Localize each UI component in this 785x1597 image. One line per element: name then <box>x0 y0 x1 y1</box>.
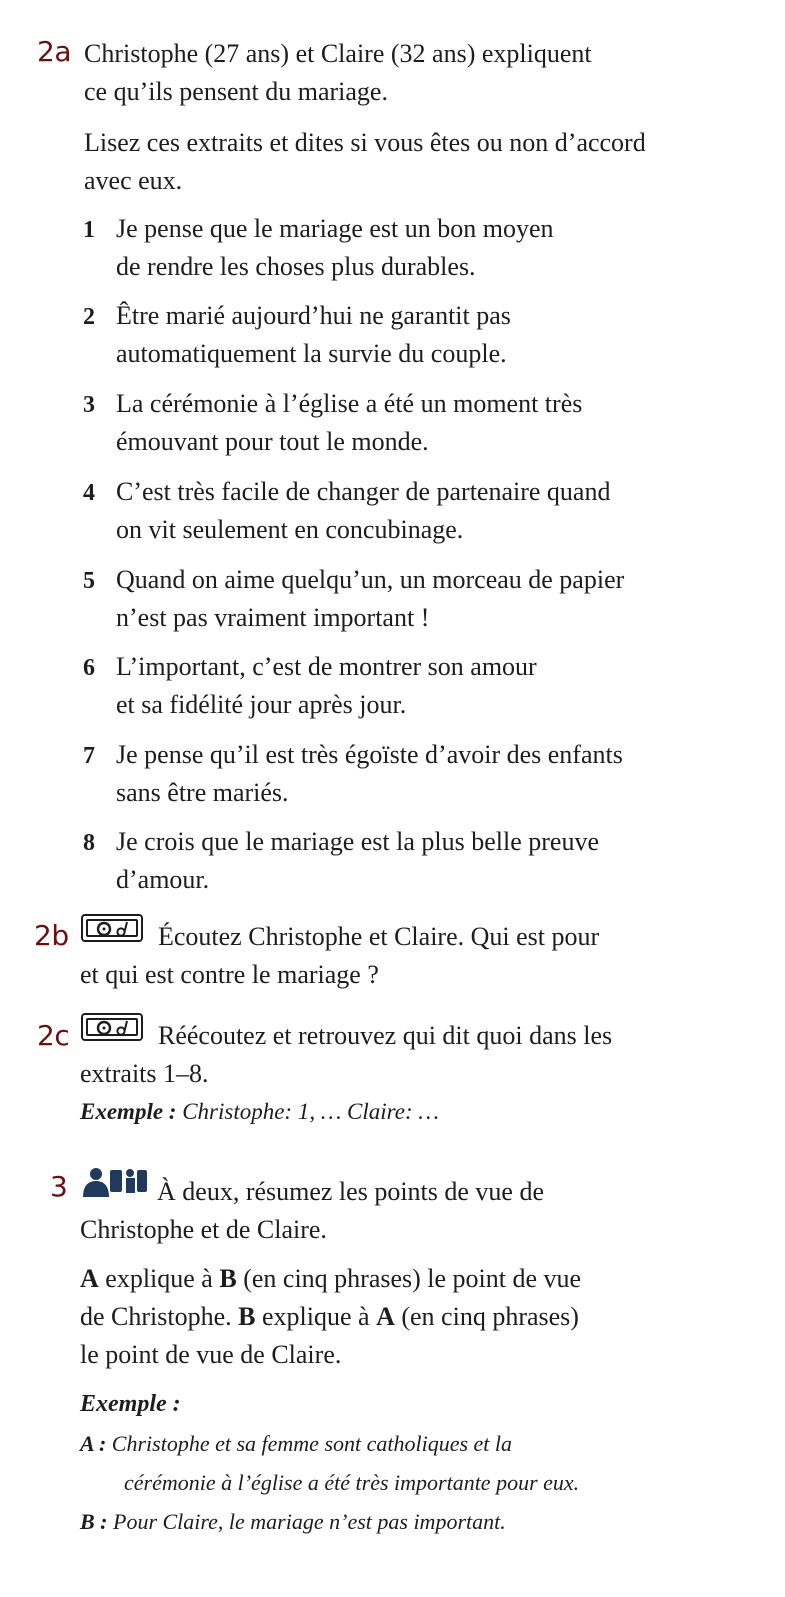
instruction-line: Écoutez Christophe et Claire. Qui est pour <box>158 922 600 951</box>
exercise-3-text <box>80 1173 544 1249</box>
item-text <box>116 385 582 461</box>
item-text <box>116 297 511 373</box>
item-number: 6 <box>83 655 95 681</box>
task-text: explique à <box>105 1264 213 1293</box>
task-text: explique à <box>262 1302 370 1331</box>
task-text: (en cinq phrases) le point de vue <box>243 1264 582 1293</box>
item-line: et sa fidélité jour après jour. <box>116 690 407 719</box>
item-number: 8 <box>83 830 95 856</box>
instruction-line: avec eux. <box>84 166 183 195</box>
exercise-3-example <box>80 1385 579 1541</box>
exercise-2a-intro <box>84 35 592 111</box>
partner-b-label: B <box>219 1264 237 1293</box>
exercise-number-2b: 2b <box>34 919 69 952</box>
example-a-line <box>80 1424 579 1463</box>
item-number: 7 <box>83 743 95 769</box>
instruction-line: extraits 1–8. <box>80 1059 209 1088</box>
example-label: Exemple : <box>80 1391 181 1417</box>
task-text: de Christophe. <box>80 1302 232 1331</box>
item-text <box>116 561 624 637</box>
item-line: Je pense que le mariage est un bon moyen <box>116 214 554 243</box>
item-text <box>116 736 623 812</box>
item-number: 1 <box>83 217 95 243</box>
instruction-line: Lisez ces extraits et dites si vous êtes ou non d’accord <box>84 128 646 157</box>
item-line: C’est très facile de changer de partenaire quand <box>116 477 611 506</box>
item-number: 4 <box>83 480 95 506</box>
task-line <box>80 1260 581 1298</box>
item-line: Je crois que le mariage est la plus belle preuve <box>116 827 599 856</box>
item-line: de rendre les choses plus durables. <box>116 252 476 281</box>
item-number: 3 <box>83 392 95 418</box>
item-line: Quand on aime quelqu’un, un morceau de papier <box>116 565 625 594</box>
example-b-label: B : <box>80 1509 108 1534</box>
item-line: Être marié aujourd’hui ne garantit pas <box>116 301 511 330</box>
partner-a-label: A <box>80 1264 99 1293</box>
partner-a-label: A <box>376 1302 395 1331</box>
item-line: n’est pas vraiment important ! <box>116 603 430 632</box>
instruction-line: et qui est contre le mariage ? <box>80 960 379 989</box>
example-label: Exemple : <box>80 1099 177 1124</box>
exercise-3-task <box>80 1260 581 1374</box>
task-text: (en cinq phrases) <box>401 1302 579 1331</box>
item-line: L’important, c’est de montrer son amour <box>116 652 537 681</box>
exercise-2a-instruction <box>84 124 646 200</box>
example-a-text: Christophe et sa femme sont catholiques et la <box>111 1431 513 1456</box>
intro-line: Christophe (27 ans) et Claire (32 ans) expliquent <box>84 39 592 68</box>
item-text <box>116 210 554 286</box>
example-a-text: cérémonie à l’église a été très importante pour eux. <box>124 1470 580 1495</box>
exercise-number-3: 3 <box>50 1170 68 1203</box>
exercise-number-2a: 2a <box>37 35 71 68</box>
item-line: on vit seulement en concubinage. <box>116 515 464 544</box>
instruction-line: Christophe et de Claire. <box>80 1215 327 1244</box>
example-text: Christophe: 1, … Claire: … <box>182 1099 439 1124</box>
example-b-text: Pour Claire, le mariage n’est pas important. <box>113 1509 506 1534</box>
task-line <box>80 1298 581 1336</box>
example-a-label: A : <box>80 1431 107 1456</box>
exercise-2c-text <box>80 1017 612 1131</box>
example-b-line <box>80 1502 579 1541</box>
item-line: La cérémonie à l’église a été un moment très <box>116 389 583 418</box>
example-line <box>80 1093 612 1131</box>
task-line: le point de vue de Claire. <box>80 1340 342 1369</box>
exercise-2b-text <box>80 918 599 994</box>
intro-line: ce qu’ils pensent du mariage. <box>84 77 388 106</box>
item-text <box>116 823 599 899</box>
item-line: d’amour. <box>116 865 210 894</box>
item-number: 2 <box>83 304 95 330</box>
item-line: émouvant pour tout le monde. <box>116 427 429 456</box>
instruction-line: À deux, résumez les points de vue de <box>157 1177 545 1206</box>
instruction-line: Réécoutez et retrouvez qui dit quoi dans les <box>158 1021 613 1050</box>
item-line: sans être mariés. <box>116 778 289 807</box>
item-text <box>116 648 537 724</box>
partner-b-label: B <box>238 1302 256 1331</box>
exercise-number-2c: 2c <box>37 1019 70 1052</box>
item-line: Je pense qu’il est très égoïste d’avoir des enfants <box>116 740 623 769</box>
item-number: 5 <box>83 568 95 594</box>
item-line: automatiquement la survie du couple. <box>116 339 507 368</box>
item-text <box>116 473 610 549</box>
